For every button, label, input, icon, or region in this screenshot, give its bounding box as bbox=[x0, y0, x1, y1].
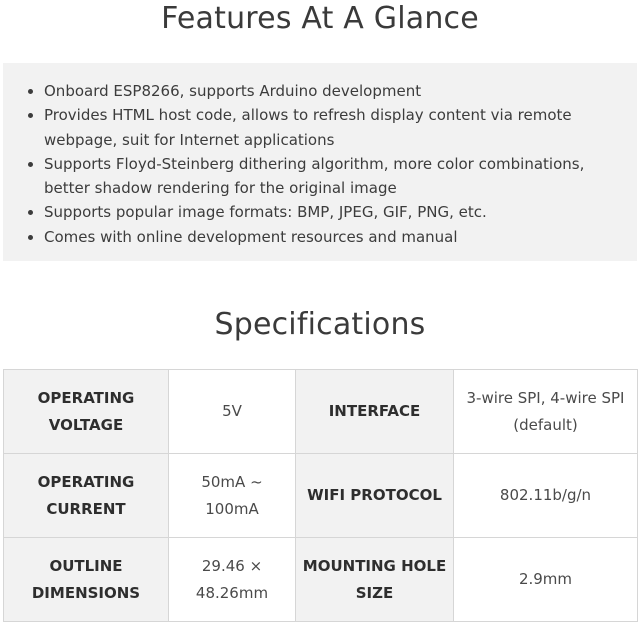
feature-item: Comes with online development resources and manual bbox=[25, 225, 625, 249]
specifications-title: Specifications bbox=[214, 307, 426, 342]
spec-label-wifi-protocol: WIFI PROTOCOL bbox=[296, 454, 454, 538]
spec-label-interface: INTERFACE bbox=[296, 370, 454, 454]
spec-value-outline-dimensions: 29.46 × 48.26mm bbox=[169, 538, 296, 622]
feature-item: Supports popular image formats: BMP, JPEG, GIF, PNG, etc. bbox=[25, 200, 625, 224]
spec-label-operating-voltage: OPERATING VOLTAGE bbox=[4, 370, 169, 454]
spec-value-wifi-protocol: 802.11b/g/n bbox=[454, 454, 638, 538]
feature-item: Supports Floyd-Steinberg dithering algorithm, more color combinations, better shadow rendering for the original image bbox=[25, 152, 625, 201]
spec-value-operating-voltage: 5V bbox=[169, 370, 296, 454]
features-panel bbox=[3, 63, 637, 261]
spec-value-operating-current: 50mA ~ 100mA bbox=[169, 454, 296, 538]
spec-label-operating-current: OPERATING CURRENT bbox=[4, 454, 169, 538]
table-row bbox=[4, 454, 638, 538]
feature-item: Provides HTML host code, allows to refresh display content via remote webpage, suit for Internet applications bbox=[25, 103, 625, 152]
spec-label-mounting-hole-size: MOUNTING HOLE SIZE bbox=[296, 538, 454, 622]
feature-item: Onboard ESP8266, supports Arduino development bbox=[25, 79, 625, 103]
spec-label-outline-dimensions: OUTLINE DIMENSIONS bbox=[4, 538, 169, 622]
table-row bbox=[4, 370, 638, 454]
table-row bbox=[4, 538, 638, 622]
specifications-table bbox=[3, 369, 638, 622]
spec-value-interface: 3-wire SPI, 4-wire SPI (default) bbox=[454, 370, 638, 454]
features-title: Features At A Glance bbox=[161, 1, 479, 36]
features-list bbox=[25, 79, 625, 249]
spec-value-mounting-hole-size: 2.9mm bbox=[454, 538, 638, 622]
